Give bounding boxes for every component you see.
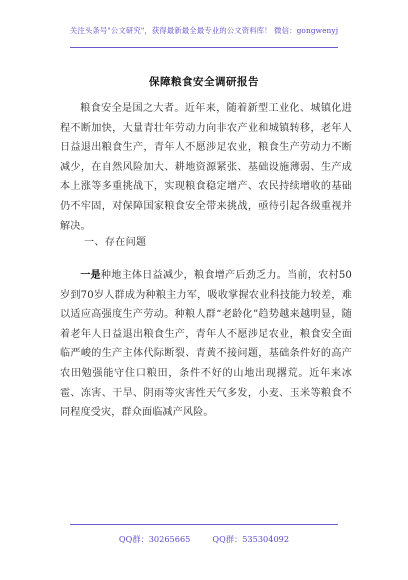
- issue-text: 种地主体日益减少，粮食增产后劲乏力。当前，农村50岁到70岁人群成为种粮主力军，吸收掌握农业科技能力较差，难以适应高强度生产劳动。种粮人群“老龄化”趋势越来越明显，随着老年人日益退出粮食生产，青年人不愿涉足农业，粮食安全面临严峻的生产主体代际断裂、青黄不接问题，基础条件好的高产农田勉强能守住口粮田，条件不好的山地出现撂荒。近年来冰雹、冻害、干旱、阴雨等灾害性天气多发，小麦、玉米等粮食不同程度受灾，群众面临减产风险。: [60, 270, 352, 419]
- section-heading: 一、存在问题: [84, 237, 147, 248]
- footer-contact: [0, 534, 408, 545]
- issue-lead: 一是: [80, 270, 101, 281]
- footer-qq-group-2: QQ群：535304092: [212, 534, 290, 544]
- document-title: 保障粮食安全调研报告: [149, 76, 259, 88]
- issue-paragraph-block: [60, 266, 352, 423]
- intro-paragraph-block: [60, 99, 352, 236]
- header-divider: [70, 47, 338, 48]
- footer-qq-group-1: QQ群：30265665: [118, 534, 191, 544]
- intro-paragraph: 粮食安全是国之大者。近年来，随着新型工业化、城镇化进程不断加快，大量青壮年劳动力向非农产业和城镇转移，老年人日益退出粮食生产，青年人不愿涉足农业，粮食生产劳动力不断减少，在自然风险加大、耕地资源紧张、基础设施薄弱、生产成本上涨等多重挑战下，实现粮食稳定增产、农民持续增收的基础仍不牢固，对保障国家粮食安全带来挑战，亟待引起各级重视并解决。: [60, 103, 352, 232]
- header-promo-note: 关注头条号"公文研究"，获得最新最全最专业的公文资料库！ 微信：gongwenyj: [69, 26, 339, 35]
- issue-paragraph: [60, 266, 352, 423]
- footer-divider: [70, 524, 338, 525]
